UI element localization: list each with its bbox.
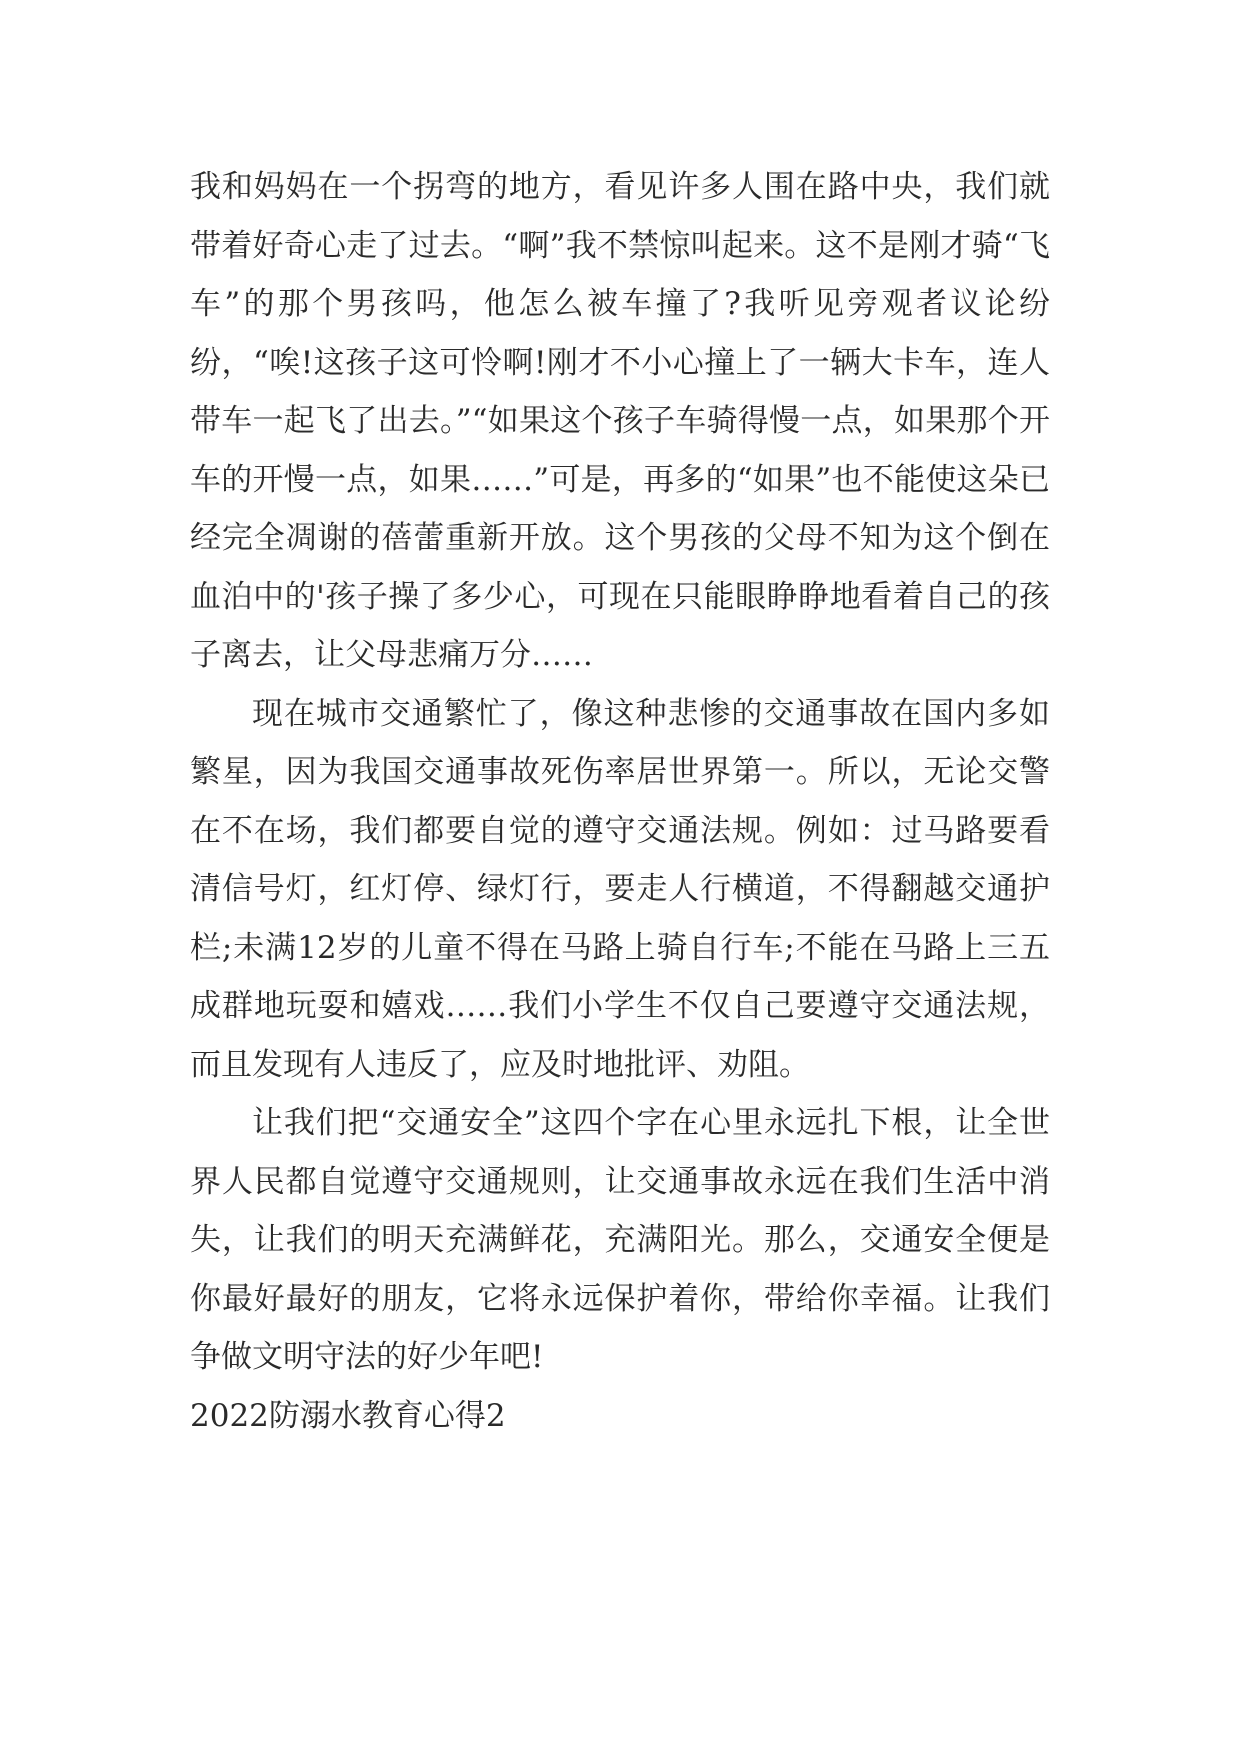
section-title: 2022防溺水教育心得2 [190,1397,506,1434]
paragraph-conclusion: 让我们把“交通安全”这四个字在心里永远扎下根，让全世界人民都自觉遵守交通规则，让交通事故永远在我们生活中消失，让我们的明天充满鲜花，充满阳光。那么，交通安全便是你最好最好的朋友，它将永远保护着你，带给你幸福。让我们争做文明守法的好少年吧! [190,1105,1050,1375]
document-body [190,158,1050,1445]
paragraph-accident-story: 我和妈妈在一个拐弯的地方，看见许多人围在路中央，我们就带着好奇心走了过去。“啊”我不禁惊叫起来。这不是刚才骑“飞车”的那个男孩吗，他怎么被车撞了?我听见旁观者议论纷纷，“唉!这孩子这可怜啊!刚才不小心撞上了一辆大卡车，连人带车一起飞了出去。”“如果这个孩子车骑得慢一点，如果那个开车的开慢一点，如果……”可是，再多的“如果”也不能使这朵已经完全凋谢的蓓蕾重新开放。这个男孩的父母不知为这个倒在血泊中的'孩子操了多少心，可现在只能眼睁睁地看着自己的孩子离去，让父母悲痛万分…… [190,169,1050,673]
paragraph-traffic-rules: 现在城市交通繁忙了，像这种悲惨的交通事故在国内多如繁星，因为我国交通事故死伤率居世界第一。所以，无论交警在不在场，我们都要自觉的遵守交通法规。例如：过马路要看清信号灯，红灯停、绿灯行，要走人行横道，不得翻越交通护栏;未满12岁的儿童不得在马路上骑自行车;不能在马路上三五成群地玩耍和嬉戏……我们小学生不仅自己要遵守交通法规，而且发现有人违反了，应及时地批评、劝阻。 [190,695,1050,1083]
